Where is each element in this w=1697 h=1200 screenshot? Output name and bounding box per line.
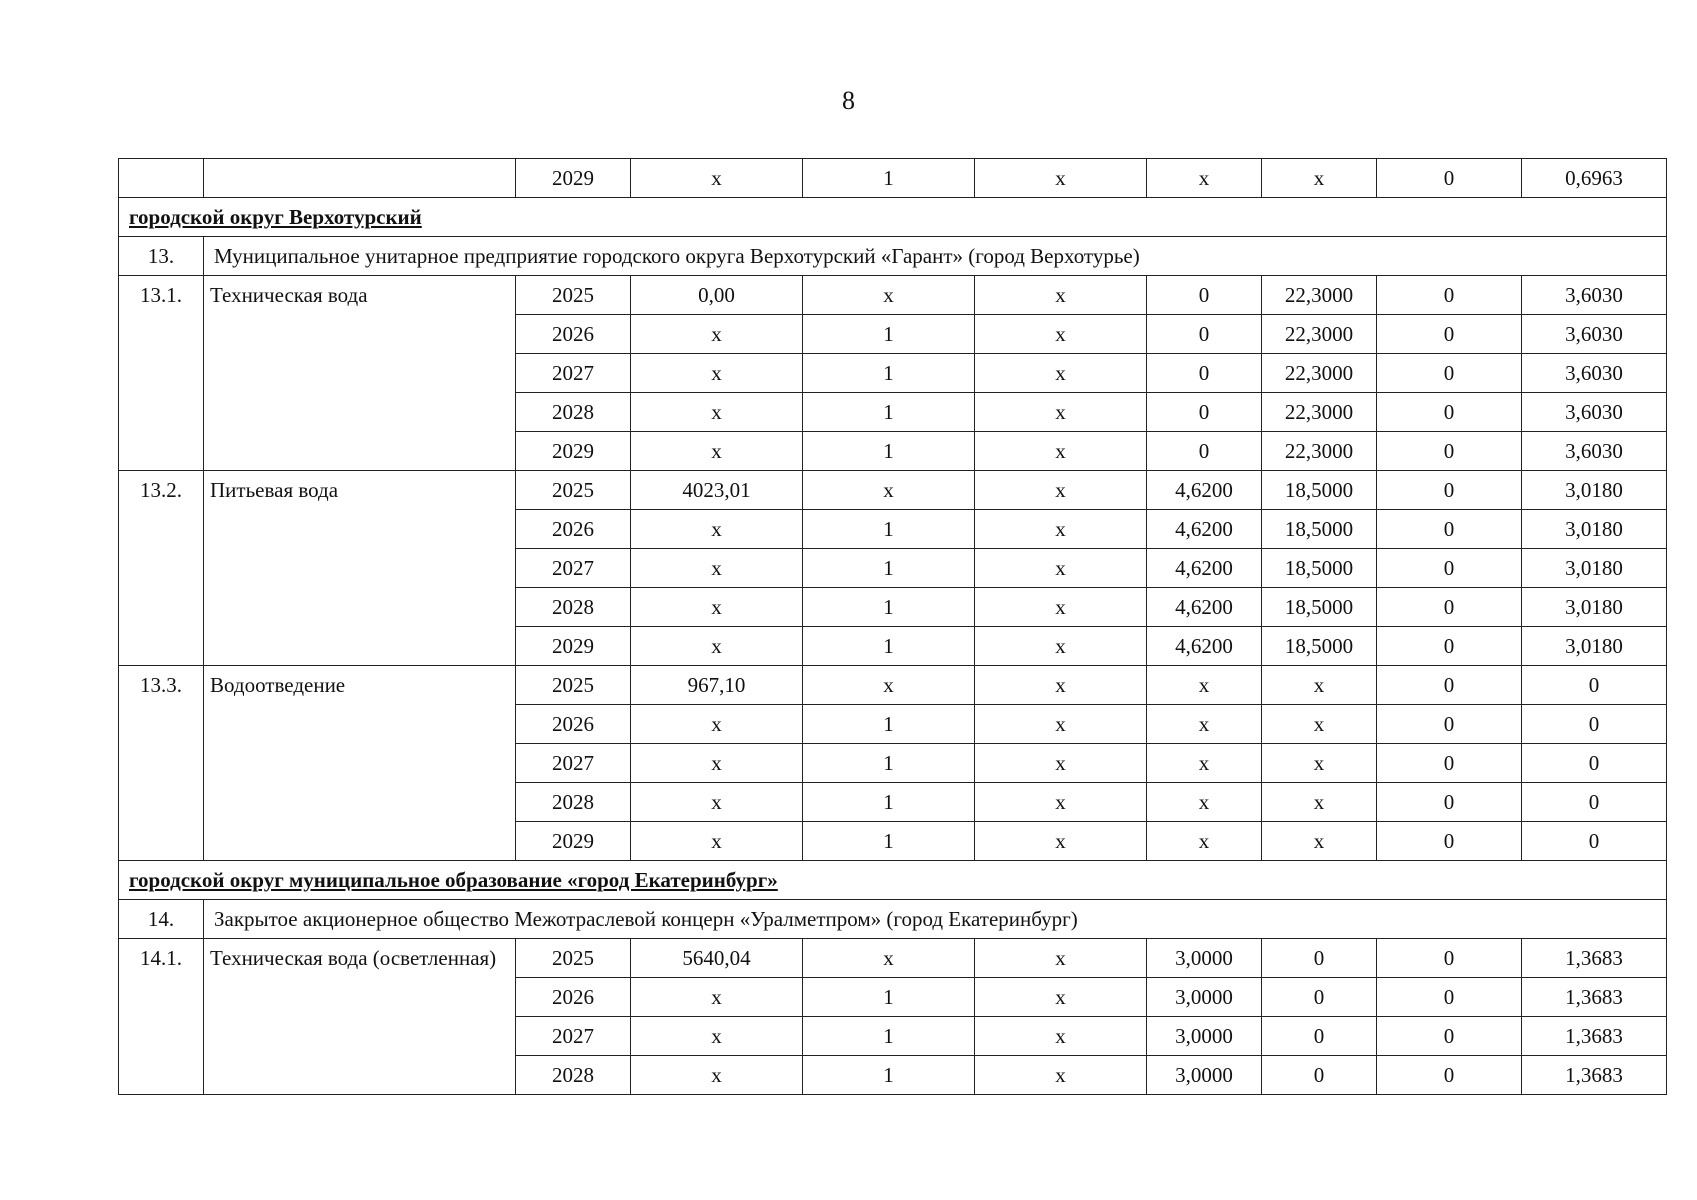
- table-cell: 0: [1377, 978, 1522, 1017]
- cell-year: 2029: [516, 822, 631, 861]
- cell-year: 2026: [516, 978, 631, 1017]
- table-cell: 0: [1377, 783, 1522, 822]
- table-cell: x: [631, 705, 803, 744]
- table-cell: 1: [803, 549, 975, 588]
- table-cell: 3,6030: [1522, 432, 1667, 471]
- cell-year: 2025: [516, 939, 631, 978]
- table-cell: x: [1147, 705, 1262, 744]
- table-cell: 3,0000: [1147, 939, 1262, 978]
- cell-year: 2025: [516, 666, 631, 705]
- page-number: 8: [842, 86, 855, 115]
- organization-row: [119, 900, 1667, 939]
- table-cell: 4,6200: [1147, 549, 1262, 588]
- table-cell: 0: [1262, 978, 1377, 1017]
- table-row: [119, 159, 1667, 198]
- table-cell: 1,3683: [1522, 1056, 1667, 1095]
- table-cell: x: [631, 978, 803, 1017]
- table-cell: 0: [1262, 1017, 1377, 1056]
- table-cell: x: [975, 432, 1147, 471]
- table-cell: x: [631, 510, 803, 549]
- table-cell: 18,5000: [1262, 627, 1377, 666]
- table-cell: x: [1262, 159, 1377, 198]
- table-cell: 18,5000: [1262, 588, 1377, 627]
- table-cell: x: [631, 1017, 803, 1056]
- table-cell: 0: [1377, 666, 1522, 705]
- table-cell: 0: [1522, 822, 1667, 861]
- table-cell: x: [1262, 822, 1377, 861]
- table-cell: 0: [1377, 315, 1522, 354]
- table-cell: 0: [1147, 354, 1262, 393]
- table-cell: 3,6030: [1522, 315, 1667, 354]
- table-cell: 1: [803, 393, 975, 432]
- organization-name: Закрытое акционерное общество Межотраслевой концерн «Уралметпром» (город Екатеринбург): [204, 900, 1667, 939]
- table-cell: 4,6200: [1147, 627, 1262, 666]
- table-cell: 0: [1377, 393, 1522, 432]
- section-heading: городской округ муниципальное образование «город Екатеринбург»: [119, 861, 1667, 900]
- table-cell: 0: [1522, 666, 1667, 705]
- table-cell: x: [631, 588, 803, 627]
- item-number: 13.3.: [119, 666, 204, 861]
- table-cell: 4,6200: [1147, 510, 1262, 549]
- table-cell: 1: [803, 783, 975, 822]
- table-cell: x: [631, 159, 803, 198]
- table-cell: x: [631, 744, 803, 783]
- table-row: [119, 471, 1667, 510]
- item-number: 13.1.: [119, 276, 204, 471]
- table-cell: 967,10: [631, 666, 803, 705]
- table-cell: 0: [1377, 510, 1522, 549]
- cell-year: 2027: [516, 549, 631, 588]
- organization-row: [119, 237, 1667, 276]
- table-cell: x: [975, 276, 1147, 315]
- table-cell: 0: [1262, 939, 1377, 978]
- table-cell: 0: [1147, 393, 1262, 432]
- cell-year: 2028: [516, 1056, 631, 1095]
- table-cell: 1: [803, 978, 975, 1017]
- table-cell: x: [975, 1056, 1147, 1095]
- table-cell: 0,6963: [1522, 159, 1667, 198]
- table-cell: 3,0180: [1522, 510, 1667, 549]
- table-cell: x: [1262, 744, 1377, 783]
- table-cell: 0: [1377, 705, 1522, 744]
- table-cell: 1: [803, 432, 975, 471]
- cell-year: 2026: [516, 315, 631, 354]
- table-cell: x: [631, 1056, 803, 1095]
- item-name: Техническая вода: [204, 276, 516, 471]
- table-cell: 1: [803, 315, 975, 354]
- cell-year: 2027: [516, 1017, 631, 1056]
- table-cell: x: [1262, 666, 1377, 705]
- table-cell: 0: [1377, 822, 1522, 861]
- table-cell: x: [975, 978, 1147, 1017]
- table-cell: 3,6030: [1522, 354, 1667, 393]
- table-cell: 22,3000: [1262, 276, 1377, 315]
- table-cell: x: [975, 588, 1147, 627]
- cell-year: 2025: [516, 276, 631, 315]
- table-cell: x: [1147, 744, 1262, 783]
- cell-year: 2027: [516, 744, 631, 783]
- table-cell: x: [631, 393, 803, 432]
- table-cell: x: [975, 705, 1147, 744]
- table-cell: x: [1147, 159, 1262, 198]
- cell-year: 2029: [516, 432, 631, 471]
- table-cell: 0: [1147, 276, 1262, 315]
- item-name: Питьевая вода: [204, 471, 516, 666]
- table-cell: 0: [1377, 471, 1522, 510]
- table-cell: 0: [1377, 354, 1522, 393]
- table-row: [119, 939, 1667, 978]
- table-cell: 0: [1377, 588, 1522, 627]
- cell-year: 2028: [516, 783, 631, 822]
- table-cell: x: [1262, 705, 1377, 744]
- table-cell: 3,0180: [1522, 627, 1667, 666]
- cell-num: [119, 159, 204, 198]
- table-cell: 0: [1377, 939, 1522, 978]
- table-cell: x: [803, 939, 975, 978]
- organization-name: Муниципальное унитарное предприятие городского округа Верхотурский «Гарант» (город Верхотурье): [204, 237, 1667, 276]
- cell-year: 2027: [516, 354, 631, 393]
- table-cell: x: [975, 744, 1147, 783]
- table-cell: x: [631, 354, 803, 393]
- table-cell: x: [803, 666, 975, 705]
- table-cell: x: [975, 549, 1147, 588]
- table-cell: 1: [803, 1017, 975, 1056]
- table-cell: 3,0180: [1522, 588, 1667, 627]
- table-cell: 0: [1147, 315, 1262, 354]
- table-cell: 4023,01: [631, 471, 803, 510]
- table-cell: 0: [1377, 276, 1522, 315]
- table-cell: 0: [1522, 744, 1667, 783]
- item-name: Водоотведение: [204, 666, 516, 861]
- table-cell: x: [1147, 783, 1262, 822]
- table-cell: 3,0180: [1522, 549, 1667, 588]
- table-cell: x: [975, 393, 1147, 432]
- cell-year: 2026: [516, 510, 631, 549]
- table-cell: x: [631, 822, 803, 861]
- table-cell: x: [803, 276, 975, 315]
- table-cell: x: [631, 432, 803, 471]
- table-cell: 0: [1377, 549, 1522, 588]
- table-body: [119, 159, 1667, 1095]
- cell-year: 2029: [516, 159, 631, 198]
- table-cell: 3,0180: [1522, 471, 1667, 510]
- table-cell: x: [975, 354, 1147, 393]
- section-row: [119, 861, 1667, 900]
- table-cell: 1,3683: [1522, 1017, 1667, 1056]
- table-cell: 0: [1377, 627, 1522, 666]
- table-cell: 0: [1377, 1017, 1522, 1056]
- table-cell: 0: [1262, 1056, 1377, 1095]
- table-cell: x: [975, 315, 1147, 354]
- cell-name: [204, 159, 516, 198]
- cell-year: 2029: [516, 627, 631, 666]
- section-row: [119, 198, 1667, 237]
- item-name: Техническая вода (осветленная): [204, 939, 516, 1095]
- table-cell: x: [631, 549, 803, 588]
- item-number: 13.2.: [119, 471, 204, 666]
- table-cell: x: [975, 939, 1147, 978]
- table-cell: 0: [1377, 744, 1522, 783]
- table-cell: 22,3000: [1262, 393, 1377, 432]
- table-cell: x: [975, 510, 1147, 549]
- table-cell: x: [975, 783, 1147, 822]
- table-cell: x: [1147, 822, 1262, 861]
- table-cell: x: [975, 1017, 1147, 1056]
- table-cell: 0: [1377, 1056, 1522, 1095]
- table-cell: x: [1262, 783, 1377, 822]
- table-cell: 1: [803, 510, 975, 549]
- table-cell: x: [631, 315, 803, 354]
- table-cell: x: [975, 471, 1147, 510]
- table-cell: 4,6200: [1147, 471, 1262, 510]
- cell-year: 2025: [516, 471, 631, 510]
- cell-year: 2028: [516, 393, 631, 432]
- table-cell: 1: [803, 744, 975, 783]
- table-cell: 3,6030: [1522, 276, 1667, 315]
- table-cell: 1: [803, 354, 975, 393]
- table-cell: 0,00: [631, 276, 803, 315]
- table-row: [119, 276, 1667, 315]
- table-cell: 0: [1522, 783, 1667, 822]
- cell-year: 2026: [516, 705, 631, 744]
- table-cell: 0: [1522, 705, 1667, 744]
- table-cell: 4,6200: [1147, 588, 1262, 627]
- table-cell: 1: [803, 588, 975, 627]
- table-cell: x: [631, 627, 803, 666]
- table-cell: x: [1147, 666, 1262, 705]
- table-row: [119, 666, 1667, 705]
- tariff-table: [118, 158, 1667, 1095]
- table-cell: 22,3000: [1262, 354, 1377, 393]
- cell-year: 2028: [516, 588, 631, 627]
- table-cell: 1: [803, 705, 975, 744]
- table-cell: 0: [1377, 159, 1522, 198]
- table-cell: 1: [803, 822, 975, 861]
- table-cell: x: [975, 627, 1147, 666]
- table-cell: 18,5000: [1262, 510, 1377, 549]
- table-cell: 0: [1147, 432, 1262, 471]
- table-cell: 22,3000: [1262, 432, 1377, 471]
- table-cell: x: [975, 666, 1147, 705]
- table-cell: 1,3683: [1522, 978, 1667, 1017]
- table-cell: 3,0000: [1147, 1056, 1262, 1095]
- table-cell: 3,0000: [1147, 1017, 1262, 1056]
- table-cell: x: [975, 822, 1147, 861]
- item-number: 14.1.: [119, 939, 204, 1095]
- organization-number: 13.: [119, 237, 204, 276]
- table-cell: 3,0000: [1147, 978, 1262, 1017]
- section-heading: городской округ Верхотурский: [119, 198, 1667, 237]
- table-cell: 3,6030: [1522, 393, 1667, 432]
- table-cell: 0: [1377, 432, 1522, 471]
- table-cell: x: [975, 159, 1147, 198]
- table-cell: 22,3000: [1262, 315, 1377, 354]
- table-cell: 5640,04: [631, 939, 803, 978]
- organization-number: 14.: [119, 900, 204, 939]
- table-cell: 1: [803, 159, 975, 198]
- table-cell: 1: [803, 627, 975, 666]
- table-cell: 1: [803, 1056, 975, 1095]
- table-cell: 18,5000: [1262, 471, 1377, 510]
- table-cell: 18,5000: [1262, 549, 1377, 588]
- table-cell: 1,3683: [1522, 939, 1667, 978]
- table-cell: x: [803, 471, 975, 510]
- table-cell: x: [631, 783, 803, 822]
